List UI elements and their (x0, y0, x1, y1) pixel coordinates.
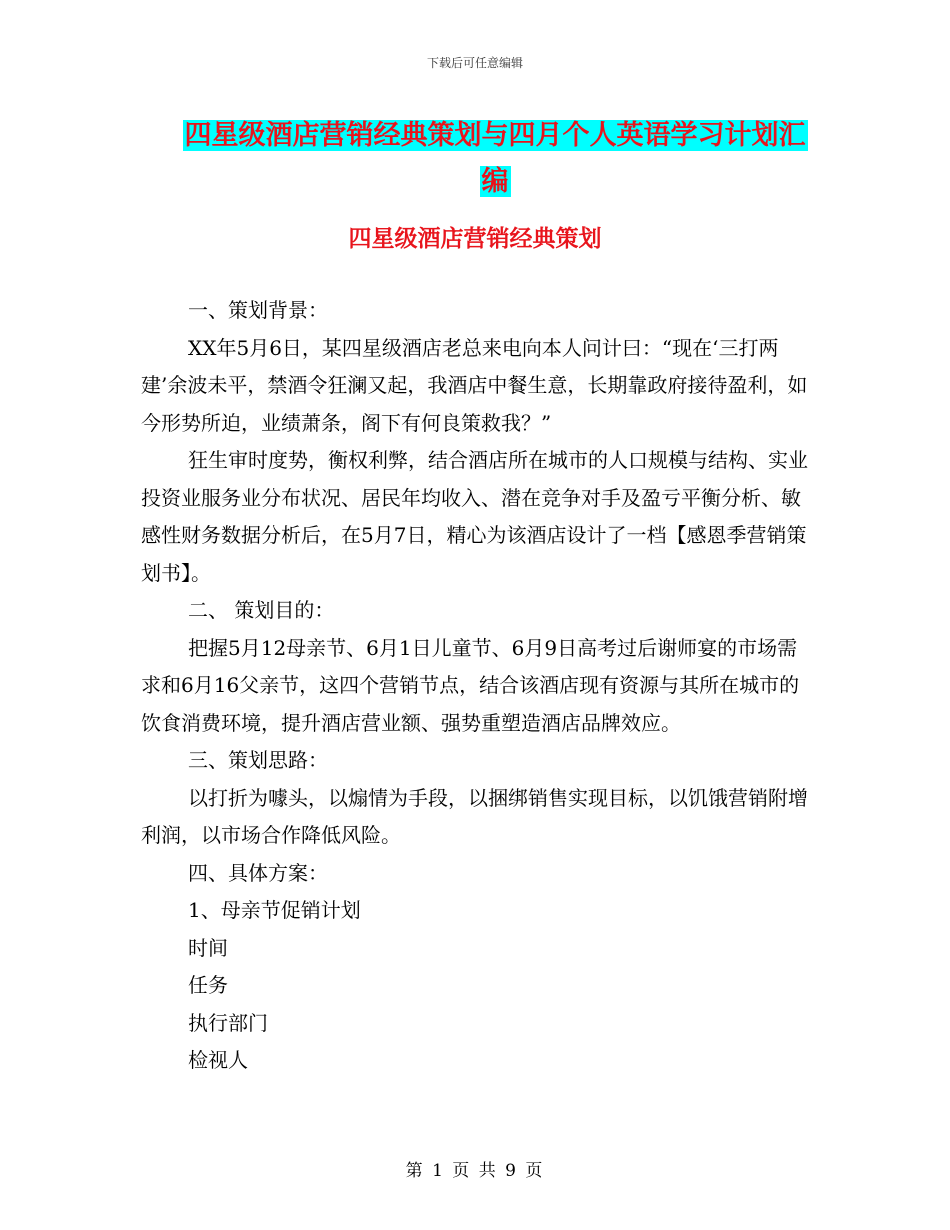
paragraph-purpose: 把握5月12母亲节、6月1日儿童节、6月9日高考过后谢师宴的市场需求和6月16父亲节，这四个营销节点，结合该酒店现有资源与其所在城市的饮食消费环境，提升酒店营业额、强势重塑造酒店品牌效应。 (141, 635, 800, 735)
header-note: 下载后可任意编辑 (426, 56, 523, 70)
heading-purpose: 二、 策划目的： (188, 598, 335, 622)
list-item-task: 任务 (188, 973, 228, 997)
heading-background: 一、策划背景： (188, 298, 328, 322)
document-body (141, 292, 811, 1080)
heading-approach: 三、策划思路： (188, 748, 328, 772)
page-footer: 第 1 页 共 9 页 (405, 1161, 545, 1181)
heading-plan: 四、具体方案： (188, 860, 328, 885)
document-title (150, 113, 840, 205)
list-item-department: 执行部门 (188, 1010, 268, 1035)
list-item-time: 时间 (188, 935, 228, 960)
list-item-mothers-day: 1、母亲节促销计划 (188, 898, 361, 922)
document-title-line-2: 编 (481, 166, 509, 197)
paragraph-approach: 以打折为噱头，以煽情为手段，以捆绑销售实现目标，以饥饿营销附增利润，以市场合作降低风险。 (141, 785, 808, 847)
paragraph-background-intro: XX年5月6日，某四星级酒店老总来电向本人问计曰：“现在‘三打两建’余波未平，禁酒令狂澜又起，我酒店中餐生意，长期靠政府接待盈利，如今形势所迫，业绩萧条，阁下有何良策救我？” (141, 335, 808, 435)
document-title-line-1: 四星级酒店营销经典策划与四月个人英语学习计划汇 (184, 120, 806, 151)
list-item-reviewer: 检视人 (188, 1048, 248, 1072)
paragraph-background-analysis: 狂生审时度势，衡权利弊，结合酒店所在城市的人口规模与结构、实业投资业服务业分布状况、居民年均收入、潜在竞争对手及盈亏平衡分析、敏感性财务数据分析后，在5月7日，精心为该酒店设计了一档【感恩季营销策划书】。 (141, 448, 808, 585)
section-title: 四星级酒店营销经典策划 (348, 225, 602, 252)
